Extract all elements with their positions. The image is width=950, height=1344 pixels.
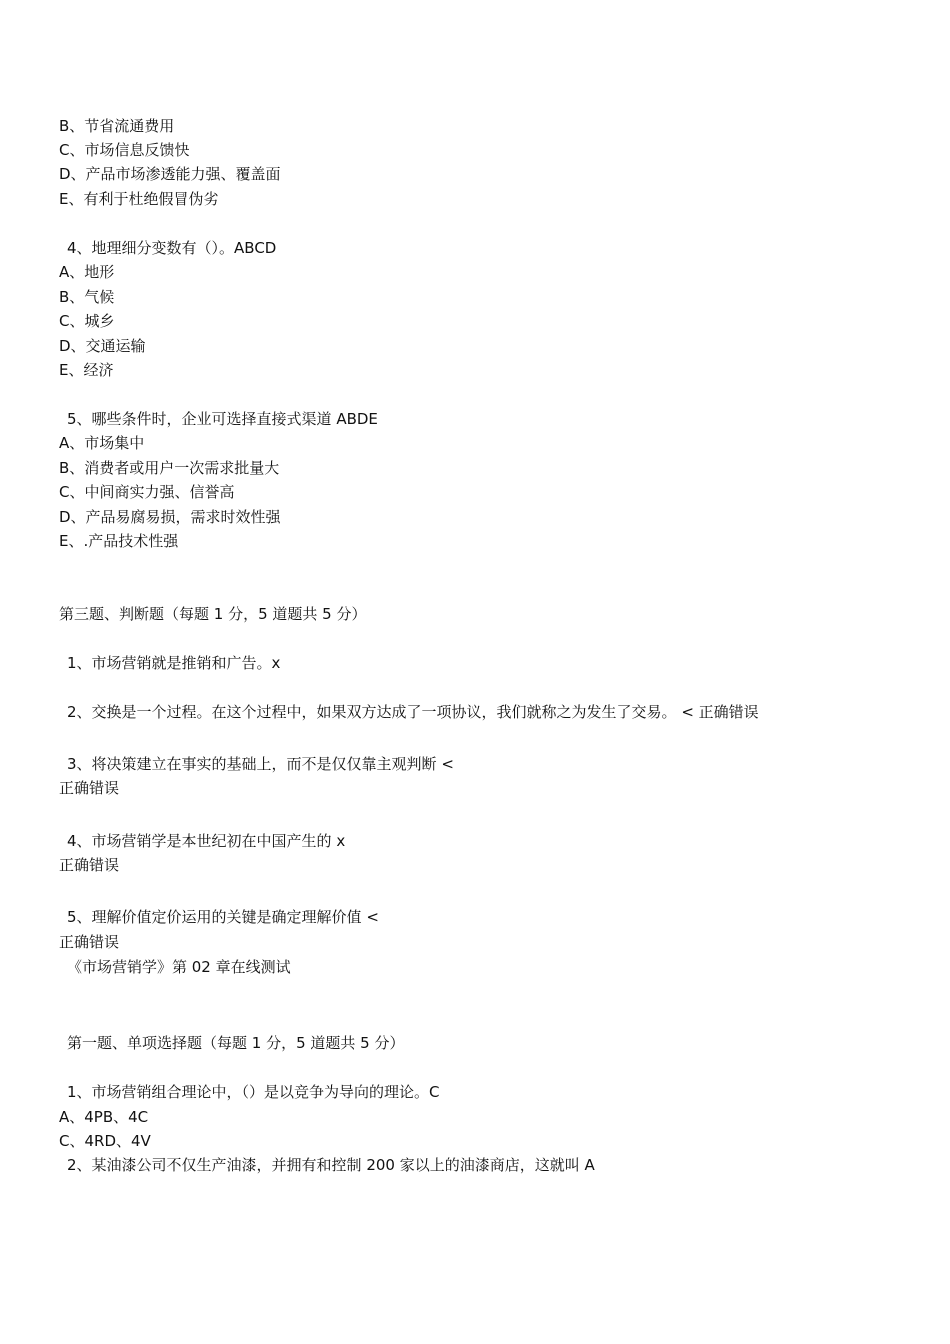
tf-question-5: 5、理解价值定价运用的关键是确定理解价值 < — [67, 908, 379, 926]
tf-question-3-options: 正确错误 — [59, 779, 120, 797]
q4-option-d: D、交通运输 — [59, 337, 146, 355]
q5-option-e: E、.产品技术性强 — [59, 532, 179, 550]
q5-option-b: B、消费者或用户一次需求批量大 — [59, 459, 280, 477]
q4-option-a: A、地形 — [59, 263, 115, 281]
tf-question-4-options: 正确错误 — [59, 856, 120, 874]
ch2-q1-option-cd: C、4RD、4V — [59, 1132, 151, 1150]
q3-option-e: E、有利于杜绝假冒伪劣 — [59, 190, 219, 208]
tf-question-2: 2、交换是一个过程。在这个过程中，如果双方达成了一项协议，我们就称之为发生了交易。 < 正确错误 — [67, 703, 759, 721]
tf-question-1: 1、市场营销就是推销和广告。x — [67, 654, 281, 672]
q5-option-a: A、市场集中 — [59, 434, 145, 452]
ch2-q1-option-ab: A、4PB、4C — [59, 1108, 149, 1126]
q3-option-b: B、节省流通费用 — [59, 117, 175, 135]
chapter2-title: 《市场营销学》第 02 章在线测试 — [67, 958, 291, 976]
q3-option-d: D、产品市场渗透能力强、覆盖面 — [59, 165, 281, 183]
section3-heading: 第三题、判断题（每题 1 分，5 道题共 5 分） — [59, 605, 367, 623]
tf-question-5-options: 正确错误 — [59, 933, 120, 951]
q5-option-d: D、产品易腐易损，需求时效性强 — [59, 508, 281, 526]
tf-question-3: 3、将决策建立在事实的基础上，而不是仅仅靠主观判断 < — [67, 755, 454, 773]
chapter2-section1-heading: 第一题、单项选择题（每题 1 分，5 道题共 5 分） — [67, 1034, 405, 1052]
q4-option-c: C、城乡 — [59, 312, 115, 330]
q4-question: 4、地理细分变数有（）。ABCD — [67, 239, 277, 257]
tf-question-4: 4、市场营销学是本世纪初在中国产生的 x — [67, 832, 346, 850]
ch2-question-1: 1、市场营销组合理论中，（）是以竞争为导向的理论。C — [67, 1083, 440, 1101]
q5-question: 5、哪些条件时，企业可选择直接式渠道 ABDE — [67, 410, 378, 428]
q3-option-c: C、市场信息反馈快 — [59, 141, 190, 159]
q4-option-b: B、气候 — [59, 288, 115, 306]
ch2-question-2: 2、某油漆公司不仅生产油漆，并拥有和控制 200 家以上的油漆商店，这就叫 A — [67, 1156, 595, 1174]
q5-option-c: C、中间商实力强、信誉高 — [59, 483, 235, 501]
q4-option-e: E、经济 — [59, 361, 114, 379]
